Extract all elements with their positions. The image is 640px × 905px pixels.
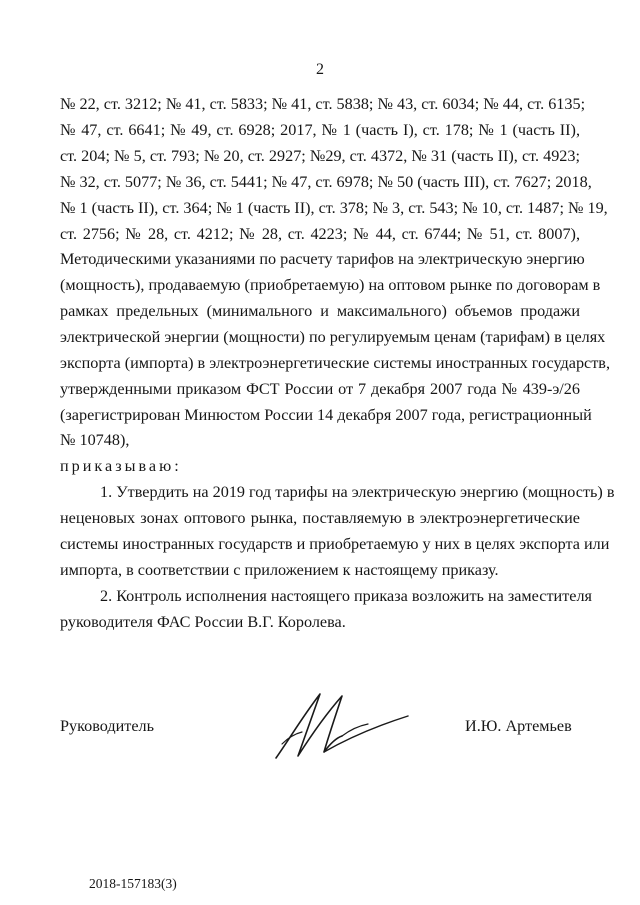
body-line: электрической энергии (мощности) по регулируемым ценам (тарифам) в целях [60, 328, 606, 346]
item2-line: руководителя ФАС России В.Г. Королева. [60, 613, 346, 631]
body-line: экспорта (импорта) в электроэнергетические системы иностранных государств, [60, 354, 610, 372]
body-line: № 10748), [60, 431, 130, 449]
body-line: рамках предельных (минимального и максимального) объемов продажи [60, 302, 580, 320]
item2-line: 2. Контроль исполнения настоящего приказа возложить на заместителя [100, 587, 592, 605]
body-line: № 47, ст. 6641; № 49, ст. 6928; 2017, № 1 (часть I), ст. 178; № 1 (часть II), [60, 121, 580, 139]
order-word: приказываю: [60, 457, 182, 475]
body-line: Методическими указаниями по расчету тарифов на электрическую энергию [60, 250, 585, 268]
body-line: утвержденными приказом ФСТ России от 7 декабря 2007 года № 439-э/26 [60, 380, 580, 398]
body-line: № 1 (часть II), ст. 364; № 1 (часть II), ст. 378; № 3, ст. 543; № 10, ст. 1487; № 19, [60, 199, 608, 217]
signatory-title: Руководитель [60, 717, 155, 735]
item1-line: системы иностранных государств и приобретаемую у них в целях экспорта или [60, 535, 610, 553]
item1-line: неценовых зонах оптового рынка, поставляемую в электроэнергетические [60, 509, 580, 527]
body-line: ст. 204; № 5, ст. 793; № 20, ст. 2927; №29, ст. 4372, № 31 (часть II), ст. 4923; [60, 147, 580, 165]
body-line: ст. 2756; № 28, ст. 4212; № 28, ст. 4223; № 44, ст. 6744; № 51, ст. 8007), [60, 225, 580, 243]
document-number: 2018-157183(3) [89, 876, 177, 891]
body-line: (мощность), продаваемую (приобретаемую) на оптовом рынке по договорам в [60, 276, 601, 294]
body-line: № 22, ст. 3212; № 41, ст. 5833; № 41, ст. 5838; № 43, ст. 6034; № 44, ст. 6135; [60, 95, 586, 113]
item1-line: 1. Утвердить на 2019 год тарифы на электрическую энергию (мощность) в [100, 483, 615, 501]
page-number: 2 [316, 61, 324, 78]
body-line: (зарегистрирован Минюстом России 14 декабря 2007 года, регистрационный [60, 406, 592, 424]
signatory-name: И.Ю. Артемьев [465, 717, 572, 735]
item1-line: импорта, в соответствии с приложением к настоящему приказу. [60, 561, 499, 579]
body-line: № 32, ст. 5077; № 36, ст. 5441; № 47, ст. 6978; № 50 (часть III), ст. 7627; 2018, [60, 173, 592, 191]
handwritten-signature [268, 686, 418, 766]
